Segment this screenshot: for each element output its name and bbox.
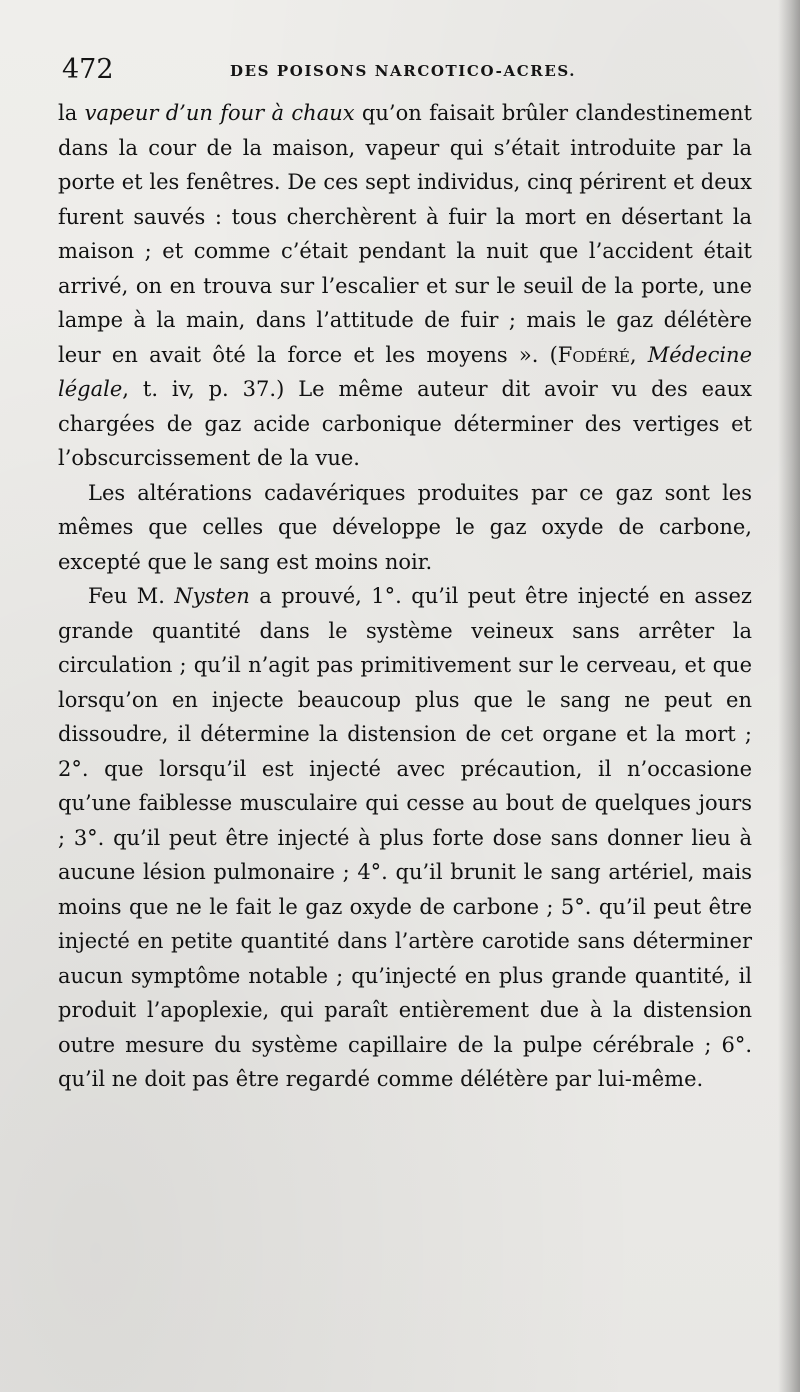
- paragraph-3-text-b: a prouvé, 1°. qu’il peut être injecté en assez grande quantité dans le système veineux sans arrêter la circulation ; qu’il n’agit pas primitivement sur le cerveau, et que lorsqu’on en injecte beaucoup plus que le sang ne peut en dissoudre, il détermine la distension de cet organe et la mort ; 2°. que lorsqu’il est injecté avec précaution, il n’occasione qu’une faiblesse musculaire qui cesse au bout de quelques jours ; 3°. qu’il peut être injecté à plus forte dose sans donner lieu à aucune lésion pulmonaire ; 4°. qu’il brunit le sang artériel, mais moins que ne le fait le gaz oxyde de carbone ; 5°. qu’il peut être injecté en petite quantité dans l’artère carotide sans déterminer aucun symptôme notable ; qu’injecté en plus grande quantité, il produit l’apoplexie, qui paraît entièrement due à la distension outre mesure du système capillaire de la pulpe cérébrale ; 6°. qu’il ne doit pas être regardé comme délétère par lui-même.: [58, 584, 752, 1091]
- page-number: 472: [62, 54, 114, 85]
- paragraph-3-text-a: Feu M.: [88, 584, 175, 608]
- paragraph-1-text-a: la: [58, 101, 85, 125]
- italic-book-title: Médecine légale: [58, 342, 753, 401]
- paragraph-3: [58, 579, 752, 1097]
- author-citation: Fodéré: [557, 342, 630, 367]
- italic-phrase-four-a-chaux: vapeur d’un four à chaux: [84, 101, 355, 125]
- paragraph-2: Les altérations cadavériques produites par ce gaz sont les mêmes que celles que développe le gaz oxyde de carbone, excepté que le sang est moins noir.: [58, 480, 752, 574]
- paragraph-1-text-d: , t. iv, p. 37.) Le même auteur dit avoir vu des eaux chargées de gaz acide carbonique déterminer des vertiges et l’obscurcissement de la vue.: [58, 377, 752, 470]
- body-text: [58, 96, 752, 1097]
- italic-name-nysten: Nysten: [174, 584, 250, 608]
- paragraph-1-text-b: qu’on faisait brûler clandestinement dans la cour de la maison, vapeur qui s’était introduite par la porte et les fenêtres. De ces sept individus, cinq périrent et deux furent sauvés : tous cherchèrent à fuir la mort en désertant la maison ; et comme c’était pendant la nuit que l’accident était arrivé, on en trouva sur l’escalier et sur le seuil de la porte, une lampe à la main, dans l’attitude de fuir ; mais le gaz délétère leur en avait ôté la force et les moyens ». (: [58, 101, 752, 367]
- running-head: DES POISONS NARCOTICO-ACRES.: [230, 62, 577, 80]
- page-header: [60, 54, 750, 94]
- page-edge-shadow: [778, 0, 800, 1392]
- paragraph-1: [58, 96, 752, 476]
- paragraph-1-text-c: ,: [629, 342, 648, 367]
